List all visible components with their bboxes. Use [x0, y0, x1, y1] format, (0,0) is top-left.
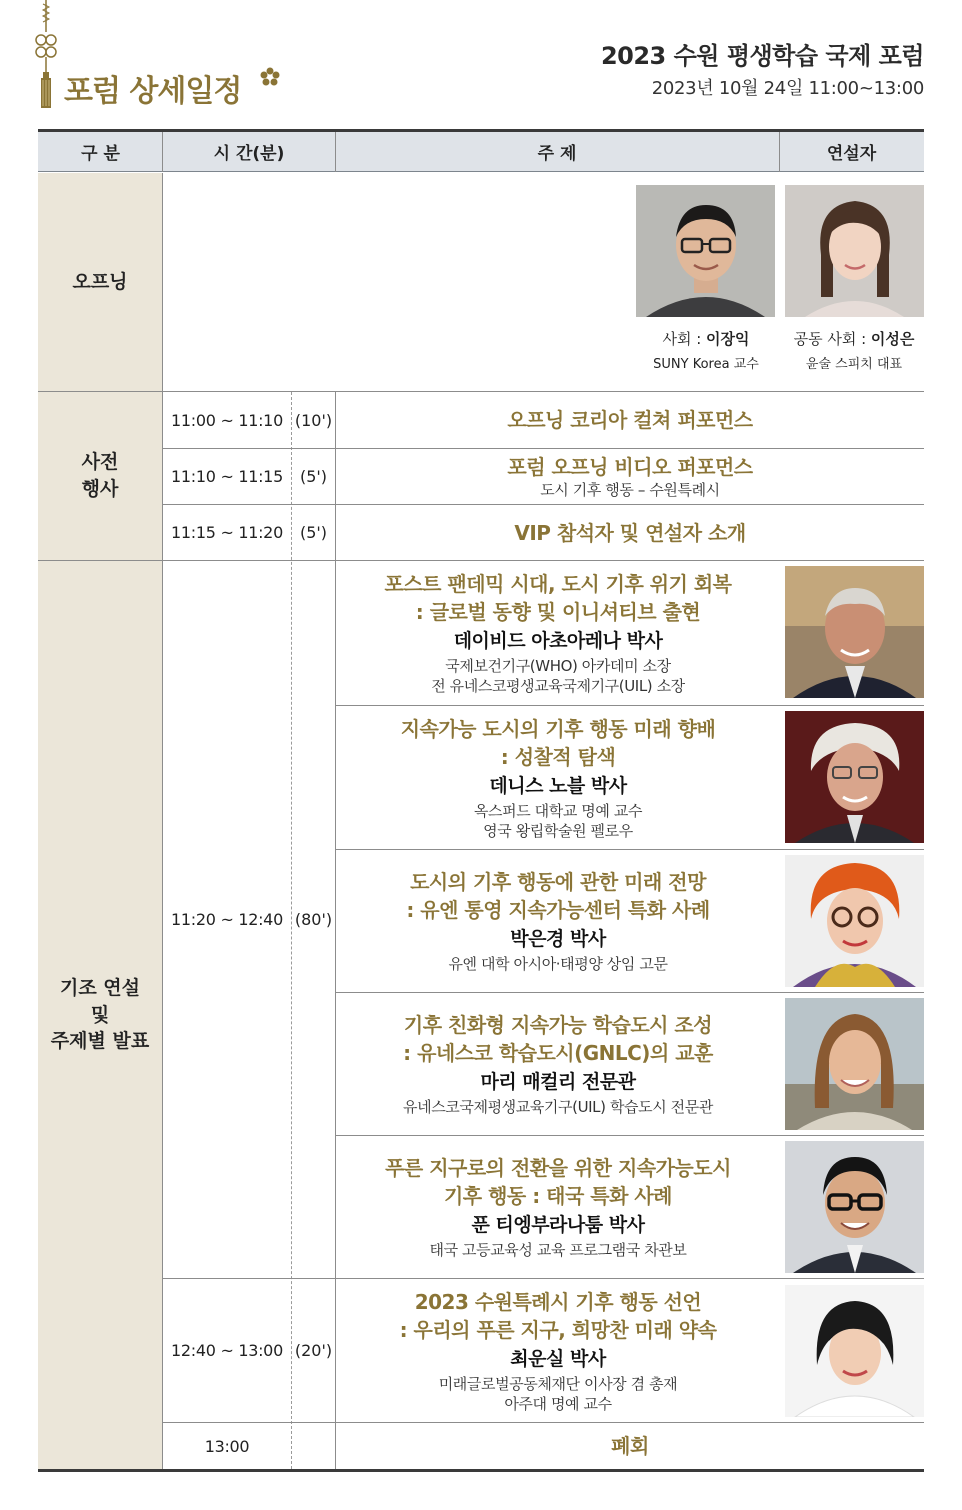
- talk-4-speaker: 마리 매컬리 전문관: [480, 1071, 636, 1093]
- category-keynote-line1: 기조 연설: [59, 977, 141, 1000]
- talk-4-title-line1: 기후 친화형 지속가능 학습도시 조성: [403, 1013, 713, 1037]
- talk-4-photo: [785, 998, 924, 1130]
- talk-1-photo: [785, 566, 924, 698]
- talk-1-title-line1: 포스트 팬데믹 시대, 도시 기후 위기 회복: [384, 572, 732, 596]
- talk-1-affiliation-1: 국제보건기구(WHO) 아카데미 소장: [445, 657, 671, 675]
- category-keynote: [38, 561, 162, 1469]
- talk-6-photo: [785, 1285, 924, 1417]
- talk-5-affiliation-1: 태국 고등교육성 교육 프로그램국 차관보: [429, 1241, 687, 1259]
- pre-event-title-3: VIP 참석자 및 연설자 소개: [514, 520, 746, 545]
- talk-2: [336, 706, 780, 849]
- talk-6-title-line1: 2023 수원특례시 기후 행동 선언: [414, 1289, 702, 1314]
- speaker-2-portrait-icon: [785, 711, 924, 843]
- talk-2-speaker: 데니스 노블 박사: [489, 774, 627, 797]
- host-role-1: 사회 :: [662, 330, 707, 348]
- talk-3-affiliation-1: 유엔 대학 아시아·태평양 상임 고문: [448, 955, 668, 973]
- talk-5-speaker: 푼 티엥부라나툼 박사: [471, 1214, 645, 1236]
- talk-5-title-line1: 푸른 지구로의 전환을 위한 지속가능도시: [385, 1156, 731, 1180]
- keynote-time-block-1: 11:20 ~ 12:40: [171, 910, 283, 929]
- talk-2-photo: [785, 711, 924, 843]
- category-opening: [38, 173, 162, 391]
- pre-event-title-2: 포럼 오프닝 비디오 퍼포먼스: [507, 454, 753, 479]
- talk-1-title-line2: : 글로벌 동향 및 이니셔티브 출현: [415, 600, 701, 624]
- column-header-time: 시 간(분): [163, 132, 335, 172]
- pre-event-duration-3: (5'): [299, 523, 328, 542]
- talk-4-affiliation-1: 유네스코국제평생교육기구(UIL) 학습도시 전문관: [403, 1098, 713, 1116]
- talk-6-speaker: 최운실 박사: [510, 1347, 606, 1370]
- talk-2-title-line2: : 성찰적 탐색: [500, 744, 616, 769]
- category-pre-event-line1: 사전: [81, 451, 119, 474]
- talk-2-affiliation-1: 옥스퍼드 대학교 명예 교수: [473, 801, 643, 820]
- talk-5-title-line2: 기후 행동 : 태국 특화 사례: [443, 1184, 672, 1208]
- divider: [779, 132, 780, 172]
- talk-6-title-line2: : 우리의 푸른 지구, 희망찬 미래 약속: [399, 1317, 717, 1342]
- speaker-3-portrait-icon: [785, 855, 924, 987]
- pre-event-time-1: 11:00 ~ 11:10: [171, 410, 283, 430]
- host-role-2: 공동 사회 :: [793, 330, 871, 348]
- talk-4-title-line2: : 유네스코 학습도시(GNLC)의 교훈: [403, 1041, 713, 1065]
- pre-event-time-2: 11:10 ~ 11:15: [171, 467, 283, 486]
- column-header-speaker: 연설자: [779, 132, 924, 172]
- talk-3-speaker: 박은경 박사: [510, 928, 606, 950]
- divider: [335, 132, 336, 172]
- speaker-1-portrait-icon: [785, 566, 924, 698]
- pre-event-duration-2: (5'): [299, 467, 328, 486]
- category-keynote-line2: 및: [90, 1003, 110, 1026]
- table-bottom-rule: [38, 1469, 924, 1472]
- talk-5: [336, 1136, 780, 1278]
- pre-event-title-1: 오프닝 코리아 컬쳐 퍼포먼스: [507, 408, 753, 432]
- pre-event-topic-3: [336, 505, 924, 560]
- host-caption-1: [631, 328, 781, 349]
- category-pre-event: [38, 392, 162, 560]
- page-title: 포럼 상세일정: [64, 74, 242, 109]
- category-keynote-line3: 주제별 발표: [50, 1030, 150, 1053]
- column-header-category: 구 분: [38, 132, 163, 172]
- flower-icon: [259, 66, 281, 88]
- speaker-4-portrait-icon: [785, 998, 924, 1130]
- category-pre-event-line2: 행사: [81, 478, 119, 500]
- host-photo-2: [785, 185, 924, 317]
- closing-title: 폐회: [611, 1434, 649, 1458]
- host-caption-2: [779, 328, 929, 349]
- talk-5-photo: [785, 1141, 924, 1273]
- divider: [162, 132, 163, 172]
- host-name-1: 이장익: [706, 330, 750, 348]
- speaker-5-portrait-icon: [785, 1141, 924, 1273]
- tassel-ornament-icon: [34, 0, 58, 112]
- talk-1-affiliation-2: 전 유네스코평생교육국제기구(UIL) 소장: [431, 677, 685, 695]
- talk-6-affiliation-1: 미래글로벌공동체재단 이사장 겸 총재: [438, 1374, 678, 1393]
- column-header-topic: 주 제: [335, 132, 779, 172]
- host-name-2: 이성은: [870, 330, 915, 348]
- forum-date: 2023년 10월 24일 11:00~13:00: [651, 78, 924, 99]
- talk-6: [336, 1279, 780, 1422]
- pre-event-subtitle-2: 도시 기후 행동 – 수원특례시: [540, 480, 720, 499]
- keynote-time-block-2: 12:40 ~ 13:00: [171, 1341, 283, 1360]
- forum-title: 2023 수원 평생학습 국제 포럼: [600, 42, 924, 70]
- category-opening-label: 오프닝: [72, 270, 128, 293]
- pre-event-duration-1: (10'): [294, 410, 333, 430]
- pre-event-topic-1: [336, 392, 924, 448]
- talk-2-title-line1: 지속가능 도시의 기후 행동 미래 향배: [400, 716, 716, 741]
- talk-1: [336, 561, 780, 705]
- pre-event-topic-2: [336, 449, 924, 504]
- host-title-2: 윤술 스피치 대표: [805, 357, 903, 372]
- talk-6-affiliation-2: 아주대 명예 교수: [504, 1394, 612, 1413]
- speaker-6-portrait-icon: [785, 1285, 924, 1417]
- keynote-duration-block-1: (80'): [294, 910, 333, 929]
- talk-4: [336, 993, 780, 1135]
- talk-3: [336, 850, 780, 992]
- closing-topic: [336, 1423, 924, 1469]
- talk-3-title-line2: : 유엔 통영 지속가능센터 특화 사례: [406, 898, 710, 922]
- talk-1-speaker: 데이비드 아초아레나 박사: [453, 630, 663, 652]
- host-photo-1: [636, 185, 775, 317]
- closing-time: 13:00: [204, 1436, 250, 1456]
- host-1-portrait-icon: [636, 185, 775, 317]
- talk-3-title-line1: 도시의 기후 행동에 관한 미래 전망: [410, 870, 706, 894]
- host-2-portrait-icon: [785, 185, 924, 317]
- host-title-1: SUNY Korea 교수: [653, 357, 759, 372]
- pre-event-time-3: 11:15 ~ 11:20: [171, 523, 283, 542]
- talk-2-affiliation-2: 영국 왕립학술원 펠로우: [483, 821, 633, 840]
- talk-3-photo: [785, 855, 924, 987]
- keynote-duration-block-2: (20'): [294, 1341, 333, 1360]
